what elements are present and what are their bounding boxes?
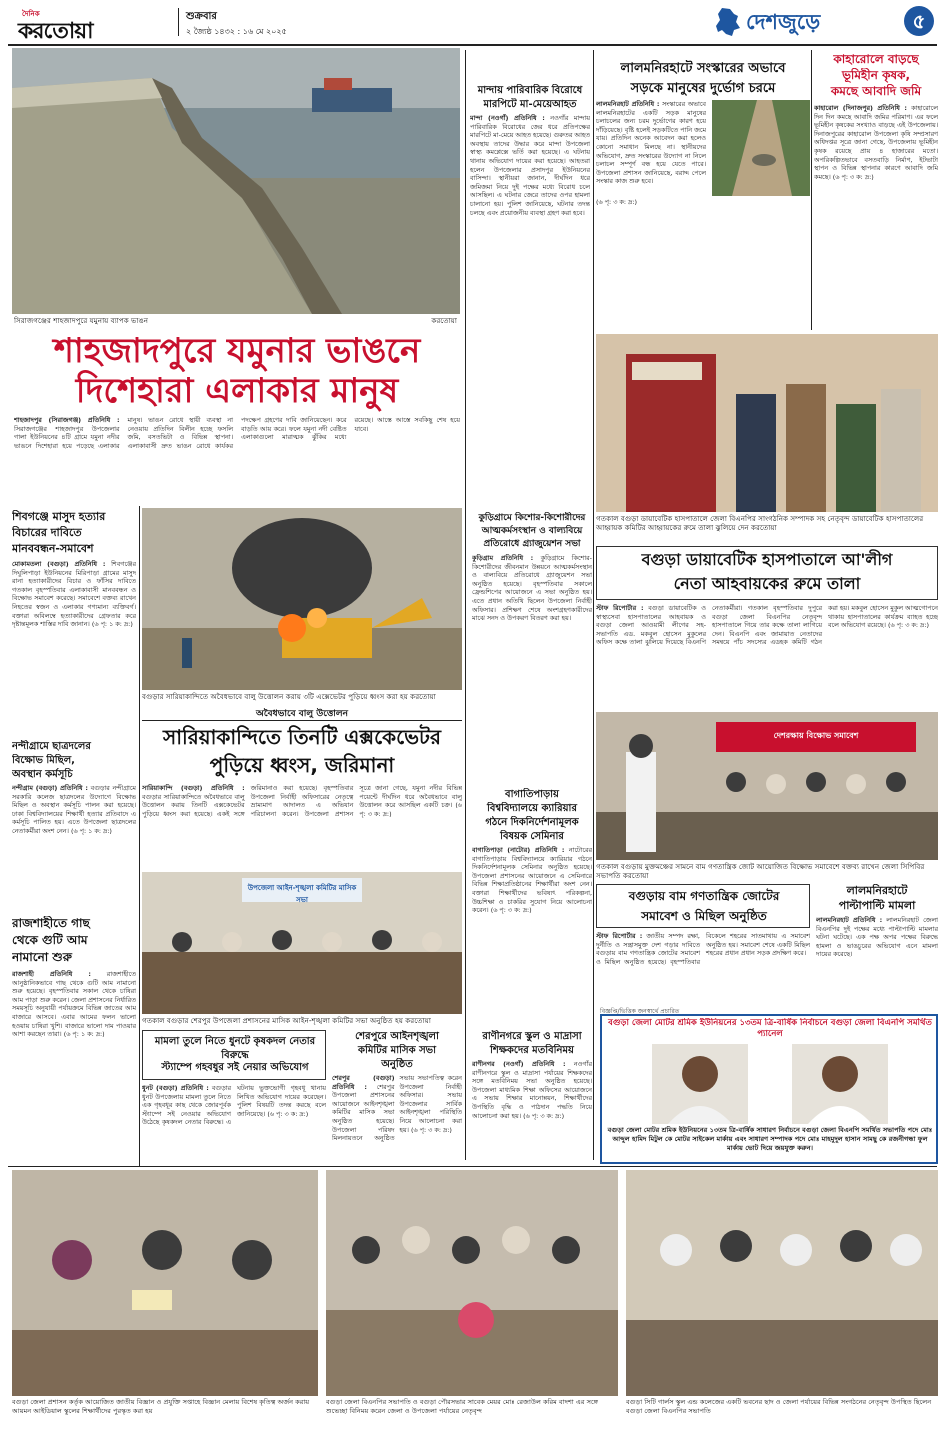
section-title: দেশজুড়ে: [746, 10, 821, 34]
bottom-photo-3-caption: বগুড়া সিটি গার্লস স্কুল এন্ড কলেজের একটি ভবনের ছাদ ও জেলা পর্যায়ের বিভিন্ন সংগঠনের নেতৃবৃন্দ উপস্থিত ছিলেন বগুড়া জেলা বিএনপির সভাপতি: [626, 1398, 932, 1415]
kaharol-body-text: কাহারোলে দিন দিন কমছে আবাদি জমির পরিমাণ। এর ফলে ভূমিহীন কৃষকের সংখ্যাও বাড়ছে এই উপজেলায়। দিনাজপুরের কাহারোল উপজেলা কৃষি সম্প্রসারণ অধিদপ্তর সূত্রে জানা গেছে, উপজেলায় ভূমিহীন কৃষক রয়েছে প্রায় ৪ হাজারের মতো। অপরিকল্পিতভাবে বসতবাড়ি নির্মাণ, ইটভাটা স্থাপন ও বিভিন্ন স্থাপনার কারণে আবাদি জমি কমছে।: [814, 104, 938, 181]
excavator-body: [142, 784, 462, 868]
shibganj-body-text: শিবগঞ্জের দিঘুলিপাড়া ইউনিয়নের মিরিপাড়া গ্রামের মাসুদ রানা হত্যাকারীদের বিচার ও ফাঁসির দাবিতে গতকাল বৃহস্পতিবার এলাকাবাসী মানববন্ধন ও বিক্ষোভ সমাবেশ করেছে। সমাবেশে বক্তব্য রাখেন নিহতের স্বজন ও এলাকার গণ্যমান্য ব্যক্তিবর্গ। বক্তারা অবিলম্বে হত্যাকারীদের গ্রেফতার করে দৃষ্টান্তমূলক শাস্তির দাবি জানান।: [12, 560, 136, 629]
manda-headline-1: মান্দায় পারিবারিক বিরোধে: [477, 85, 583, 96]
nandigram-headline-2: বিক্ষোভ মিছিল,: [12, 755, 75, 766]
shibganj-continued: (৬ পৃ: ১ ক: দ্র:): [91, 620, 133, 629]
dhunat-body-text: বগুড়ার ধুনট উপজেলায় মামলা তুলে নিতে এক গৃহবধূর কাছ থেকে জোরপূর্বক স্ট্যাম্পে সই নেওয়ার অভিযোগ উঠেছে কৃষকদল নেতার বিরুদ্ধে। এ ঘটনায় ভুক্তভোগী গৃহবধূ থানায় লিখিত অভিযোগ দায়ের করেছেন। পুলিশ বিষয়টি তদন্ত করছে বলে জানিয়েছে।: [142, 1084, 326, 1127]
meeting-caption: গতকাল বগুড়ার শেরপুর উপজেলা প্রশাসনের মাসিক আইন-শৃঙ্খলা কমিটির সভা অনুষ্ঠিত হয় করতোয়া: [142, 1016, 431, 1025]
lead-headline-1: শাহজাদপুরে যমুনার ভাঙনে: [53, 331, 421, 371]
lalmonirhat-continued: (৬ পৃ: ৩ ক: দ্র:): [596, 198, 637, 206]
dhunat-continued: (৬ পৃ: ৩ ক: দ্র:): [267, 1109, 309, 1118]
left-alliance-headline-1: বগুড়ায় বাম গণতান্ত্রিক জোটের: [628, 889, 780, 903]
lalmonirhat-body-cont: [596, 198, 810, 324]
election-ad: [600, 1014, 938, 1164]
meeting-credit: করতোয়া: [405, 1016, 431, 1025]
shibganj-headline-3: মানববন্ধন-সমাবেশ: [12, 542, 94, 555]
lead-byline: শাহজাদপুর (সিরাজগঞ্জ) প্রতিনিধি :: [14, 416, 120, 424]
lalmonirhat-headline-2: সড়কে মানুষের দুর্ভোগ চরমে: [630, 81, 776, 96]
dhunat-headline-1: মামলা তুলে নিতে ধুনটে কৃষকদল নেতার বিরুদ্ধে: [154, 1036, 316, 1061]
raninagar-continued: (৬ পৃ: ৩ ক: দ্র:): [523, 1111, 565, 1120]
sherpur-continued: (৬ পৃ: ৩ ক: দ্র:): [410, 1125, 452, 1134]
rajshahi-continued: (৬ পৃ: ১ ক: দ্র:): [63, 1030, 105, 1039]
rally-caption: গতকাল বগুড়ায় মুক্তমঞ্চের সামনে বাম গণতান্ত্রিক জোট আয়োজিত বিক্ষোভ সমাবেশে বক্তব্য রাখেন জেলা সিপিবির সভাপতি করতোয়া: [596, 862, 925, 880]
rally-banner: দেশরক্ষায় বিক্ষোভ সমাবেশ: [773, 731, 859, 740]
logo: করতোয়া: [18, 18, 93, 44]
excavator-credit: করতোয়া: [410, 692, 436, 701]
nandigram-byline: নন্দীগ্রাম (বগুড়া) প্রতিনিধি :: [12, 784, 88, 792]
kaharol-body: [814, 104, 938, 326]
diabetic-photo-caption: গতকাল বগুড়া ডায়াবেটিক হাসপাতালে জেলা বিএনপির সাংগঠনিক সম্পাদক সহ নেতৃবৃন্দ ডায়াবেটিক হাসপাতালের আহ্বায়ক কমিটির আহ্বায়কের রুমে তালা ঝুলিয়ে দেন করতোয়া: [596, 514, 924, 532]
sherpur-headline-1: শেরপুরে আইনশৃঙ্খলা: [355, 1031, 439, 1042]
bagatipara-headline-2: বিশ্ববিদ্যালয়ে ক্যারিয়ার: [487, 803, 577, 814]
dhunat-body: [142, 1084, 326, 1166]
kaharol-byline: কাহারোল (দিনাজপুর) প্রতিনিধি :: [814, 104, 907, 112]
lead-photo: [12, 48, 460, 314]
shibganj-headline-1: শিবগঞ্জে মাসুদ হত্যার: [12, 510, 106, 523]
section-banner: [708, 4, 940, 40]
left-alliance-body-text: জাতীয় সম্পদ রক্ষা, দুর্নীতি ও সন্ত্রাসমুক্ত দেশ গড়ার দাবিতে বগুড়ায় বাম গণতান্ত্রিক জোটের সমাবেশ ও মিছিল অনুষ্ঠিত হয়েছে। বৃহস্পতিবার বিকেলে শহরের সাতমাথায় এ সমাবেশ অনুষ্ঠিত হয়। সমাবেশ শেষে একটি মিছিল শহরের প্রধান প্রধান সড়ক প্রদক্ষিণ করে।: [596, 932, 810, 966]
diabetic-continued: (৬ পৃ: ৩ ক: দ্র:): [888, 621, 929, 630]
diabetic-body: [596, 604, 938, 708]
sherpur-headline-2: কমিটির মাসিক সভা: [357, 1045, 437, 1056]
kurigram-byline: কুড়িগ্রাম প্রতিনিধি :: [472, 554, 534, 562]
weekday: শুক্রবার: [186, 11, 217, 22]
bangladesh-map-icon: [712, 6, 742, 38]
kurigram-headline-1: কুড়িগ্রামে কিশোর-কিশোরীদের: [478, 513, 586, 523]
manda-headline-2: মারপিটে মা-মেয়েআহত: [483, 99, 577, 110]
dhunat-headline-2: স্ট্যাম্পে গহবধুর সই নেয়ার অভিযোগ: [161, 1062, 309, 1073]
raninagar-body: [472, 1060, 592, 1166]
excavator-body-text: বগুড়ার সারিয়াকান্দিতে অবৈধভাবে বালু উত্তোলন করায় তিনটি এক্সকেভেটর পুড়িয়ে ধ্বংস করা হয়েছে। একই সঙ্গে জরিমানাও করা হয়েছে। বৃহস্পতিবার উপজেলা নির্বাহী অফিসারের নেতৃত্বে ভ্রাম্যমাণ আদালত এ অভিযান পরিচালনা করেন। উপজেলা প্রশাসন সূত্রে জানা গেছে, যমুনা নদীর বিভিন্ন পয়েন্টে দীর্ঘদিন ধরে অবৈধভাবে বালু উত্তোলন করে আসছিল একটি চক্র।: [142, 784, 462, 818]
kaharol-headline-2: ভূমিহীন কৃষক,: [841, 68, 911, 82]
bagatipara-byline: বাগাতিপাড়া (নাটোর) প্রতিনিধি :: [472, 846, 565, 854]
nandigram-headline-1: নন্দীগ্রামে ছাত্রদলের: [12, 741, 91, 752]
nandigram-body: [12, 784, 136, 912]
sherpur-byline: শেরপুর (বগুড়া) প্রতিনিধি :: [332, 1074, 395, 1091]
kurigram-headline-3: প্রতিরোধে গ্র্যাজুয়েশন সভা: [483, 539, 581, 549]
meeting-banner: উপজেলা আইন-শৃঙ্খলা কমিটির মাসিক সভা: [247, 884, 357, 904]
left-alliance-byline: স্টাফ রিপোর্টার :: [596, 932, 643, 940]
dhunat-headline-box: [142, 1030, 326, 1080]
lalmonirhat-byline: লালমনিরহাট প্রতিনিধি :: [596, 100, 660, 108]
bottom-photo-1: [12, 1170, 318, 1396]
left-alliance-headline-2: সমাবেশ ও মিছিল অনুষ্ঠিত: [641, 909, 767, 923]
lead-photo-credit: করতোয়া: [431, 316, 457, 325]
shibganj-byline: মোকামতলা (বগুড়া) প্রতিনিধি :: [12, 560, 106, 568]
left-alliance-headline-box: [596, 884, 810, 928]
excavator-photo: [142, 508, 462, 690]
rajshahi-headline-3: নামানো শুরু: [12, 950, 72, 964]
rally-credit: করতোয়া: [622, 871, 649, 880]
masthead: [0, 0, 945, 44]
diabetic-headline-1: বগুড়া ডায়াবেটিক হাসপাতালে আ'লীগ: [641, 550, 893, 569]
lead-headline-2: দিশেহারা এলাকার মানুষ: [75, 371, 399, 411]
rajshahi-byline: রাজশাহী প্রতিনিধি :: [12, 970, 91, 978]
lalmonirhat2-headline-2: পাল্টাপাল্টি মামলা: [838, 899, 916, 912]
kurigram-headline-2: আত্মকর্মসংস্থান ও বাল্যবিয়ে: [481, 526, 583, 536]
bagatipara-headline-4: বিষয়ক সেমিনার: [500, 831, 564, 842]
page-number: ৫: [904, 6, 934, 36]
sherpur-body: [332, 1074, 462, 1166]
bagatipara-body-text: নাটোরের বাগাতিপাড়ায় বিশ্ববিদ্যালয়ে ক্যারিয়ার গঠনে দিকনির্দেশনামূলক সেমিনার অনুষ্ঠিত হয়েছে। উপজেলা প্রশাসনের আয়োজনে এ সেমিনারে বিভিন্ন শিক্ষাপ্রতিষ্ঠানের শিক্ষার্থীরা অংশ নেন। বক্তারা শিক্ষার্থীদের ভবিষ্যৎ পরিকল্পনা, উচ্চশিক্ষা ও চাকরির সুযোগ নিয়ে আলোচনা করেন।: [472, 846, 592, 915]
nandigram-continued: (৬ পৃ: ১ ক: দ্র:): [70, 826, 112, 835]
candidate-1-photo: [652, 1044, 748, 1124]
rajshahi-body-text: রাজশাহীতে আনুষ্ঠানিকভাবে গাছ থেকে গুটি আম নামানো শুরু হয়েছে। বৃহস্পতিবার সকাল থেকে চাষিরা আম পাড়া শুরু করেন। জেলা প্রশাসনের নির্ধারিত সময়সূচি অনুযায়ী পর্যায়ক্রমে বিভিন্ন জাতের আম বাজারে আসবে। এবার আমের ফলন ভালো হওয়ায় চাষিরা খুশি। বাজারে ভালো দাম পাওয়ার আশা করছেন তারা।: [12, 970, 136, 1039]
rajshahi-headline-2: থেকে গুটি আম: [12, 933, 88, 947]
lalmonirhat2-body-text: লালমনিরহাট জেলা বিএনপির দুই পক্ষের মধ্যে পাল্টাপাল্টি মামলার ঘটনা ঘটেছে। এক পক্ষ অপর পক্ষের বিরুদ্ধে হামলা ও ভাঙচুরের অভিযোগ এনে মামলা দায়ের করেছে।: [816, 916, 938, 959]
manda-byline: মান্দা (নওগাঁ) প্রতিনিধি :: [470, 114, 545, 122]
nandigram-headline-3: অবস্থান কর্মসূচি: [12, 769, 73, 780]
kaharol-headline-3: কমছে আবাদি জমি: [830, 84, 922, 98]
lalmonirhat2-byline: লালমনিরহাট প্রতিনিধি :: [816, 916, 883, 924]
road-photo: [712, 100, 810, 196]
candidate-2-photo: [792, 1044, 888, 1124]
bagatipara-continued: (৬ পৃ: ৩ ক: দ্র:): [490, 906, 532, 915]
diabetic-headline-2: নেতা আহবায়কের রুমে তালা: [673, 574, 861, 593]
diabetic-byline: স্টাফ রিপোর্টার :: [596, 604, 644, 612]
lalmonirhat2-body: [816, 916, 938, 998]
kurigram-body: [472, 554, 592, 782]
excavator-kicker: অবৈধভাবে বালু উত্তোলন: [256, 709, 348, 719]
rally-photo: [596, 712, 938, 860]
date: ২ জ্যৈষ্ঠ ১৪৩২ : ১৬ মে ২০২৫: [186, 27, 287, 36]
diabetic-headline-box: [596, 546, 938, 600]
excavator-caption: বগুড়ার সারিয়াকান্দিতে অবৈধভাবে বালু উত্তোলন করায় ৩টি এক্সেভেটর পুড়িয়ে ধ্বংস করা হয় করতোয়া: [142, 692, 436, 701]
raninagar-body-text: নওগাঁর রাণীনগরে স্কুল ও মাদ্রাসা পর্যায়ের শিক্ষকদের সঙ্গে মতবিনিময় সভা অনুষ্ঠিত হয়েছে। উপজেলা মাধ্যমিক শিক্ষা অফিসের আয়োজনে এ সভায় শিক্ষার মানোন্নয়ন, শিক্ষার্থীদের উপস্থিতি বৃদ্ধি ও পাঠদান পদ্ধতি নিয়ে আলোচনা করা হয়।: [472, 1060, 592, 1120]
lead-body-text: সিরাজগঞ্জের শাহজাদপুর উপজেলার গালা ইউনিয়নের ৪টি গ্রামে যমুনা নদীর ভাঙনে দিশেহারা হয়ে পড়েছে এলাকার মানুষ। ভাঙন রোধে স্থায়ী ব্যবস্থা না নেওয়ায় প্রতিদিন বিলীন হচ্ছে ফসলি জমি, বসতভিটা ও বিভিন্ন স্থাপনা। এলাকাবাসী দ্রুত ভাঙন রোধে কার্যকর পদক্ষেপ গ্রহণের দাবি জানিয়েছেন। করে বাড়তি আয় করে। ফলে যমুনা নদী বেষ্টিত এলাকাগুলো মারাত্মক ঝুঁকির মধ্যে রয়েছে। আস্তে আস্তে সবকিছু শেষ হয়ে যাবে।: [14, 416, 460, 450]
rajshahi-headline-1: রাজশাহীতে গাছ: [12, 916, 90, 930]
meeting-photo: [142, 872, 462, 1014]
bottom-photo-3: [626, 1170, 938, 1396]
raninagar-byline: রাণীনগর (নওগাঁ) প্রতিনিধি :: [472, 1060, 566, 1068]
lead-body: [14, 416, 460, 500]
bottom-photo-1-caption: বগুড়া জেলা প্রশাসন কর্তৃক আয়োজিত জাতীয় বিজ্ঞান ও প্রযুক্তি সপ্তাহে বিজ্ঞান মেলায় বিশেষ কৃতিত্ব অর্জন করায় আয়মন আইডিয়াল স্কুলের শিক্ষার্থীদের পুরস্কৃত করা হয়: [12, 1398, 310, 1415]
bagatipara-headline-1: বাগাতিপাড়ায়: [505, 789, 559, 800]
left-alliance-body: [596, 932, 810, 998]
excavator-continued: (৬ পৃ: ৩ ক: দ্র:): [359, 801, 462, 818]
sherpur-headline-3: অনুষ্ঠিত: [381, 1059, 413, 1070]
kaharol-continued: (৬ পৃ: ৩ ক: দ্র:): [832, 172, 874, 181]
lalmonirhat2-headline-1: লালমনিরহাটে: [846, 884, 908, 897]
sherpur-body-text: শেরপুর উপজেলা প্রশাসনের আয়োজনে আইনশৃঙ্খলা কমিটির মাসিক সভা অনুষ্ঠিত হয়েছে। উপজেলা পরিষদ মিলনায়তনে অনুষ্ঠিত সভায় সভাপতিত্ব করেন উপজেলা নির্বাহী অফিসার। সভায় উপজেলার সার্বিক আইনশৃঙ্খলা পরিস্থিতি নিয়ে আলোচনা করা হয়।: [332, 1074, 462, 1143]
bottom-photo-2: [326, 1170, 618, 1396]
lalmonirhat-body-text: সংস্কারের অভাবে লালমনিরহাটের একটি সড়ক মানুষের চলাচলের জন্য চরম দুর্ভোগের কারণ হয়ে দাঁড়িয়েছে। বৃষ্টি হলেই সড়কটিতে পানি জমে যায়। প্রতিদিন অনেক আবেদন করা হলেও কোনো সমাধান মিলছে না। স্থানীয়দের অভিযোগ, দ্রুত সংস্কারের উদ্যোগ না নিলে চলাচল সম্পূর্ণ বন্ধ হয়ে যেতে পারে। উপজেলা প্রশাসন জানিয়েছে, বরাদ্দ পেলে সংস্কার কাজ শুরু হবে।: [596, 100, 706, 186]
dhunat-byline: ধুনট (বগুড়া) প্রতিনিধি :: [142, 1084, 209, 1092]
nandigram-body-text: বগুড়ার নন্দীগ্রামে সরকারি কলেজ ছাত্রদলের উদ্যোগে বিক্ষোভ মিছিল ও অবস্থান কর্মসূচি পালন করা হয়েছে। ঢাকা বিশ্ববিদ্যালয়ের শিক্ষার্থী হত্যার প্রতিবাদে এ কর্মসূচি পালিত হয়। এতে উপজেলা ছাত্রদলের নেতাকর্মীরা অংশ নেন।: [12, 784, 136, 835]
shibganj-body: [12, 560, 136, 734]
ad-body: বগুড়া জেলা মোটর শ্রমিক ইউনিয়নের ১৩তম ত্রি-বার্ষিক সাধারণ নির্বাচনে বগুড়া জেলা বিএনপি সমর্থিত সভাপতি পদে মোঃ আব্দুল হামিদ মিটুল কে মোটর সাইকেল মার্কায় এবং সাধারণ সম্পাদক পদে মোঃ মাহমুদুল হাসান সামছু কে রজনীগন্ধা ফুল মার্কায় ভোট দিয়ে জয়যুক্ত করুন।: [607, 1126, 933, 1152]
lead-photo-caption: সিরাজগঞ্জের শাহজাদপুরে যমুনায় ব্যাপক ভাঙন: [14, 316, 149, 325]
rajshahi-body: [12, 970, 136, 1070]
lalmonirhat-body: [596, 100, 706, 196]
raninagar-headline-1: রাণীনগরে স্কুল ও মাদ্রাসা: [482, 1031, 582, 1042]
diabetic-photo: [596, 334, 938, 512]
kaharol-headline-1: কাহারোলে বাড়ছে: [833, 52, 919, 66]
excavator-byline: সারিয়াকান্দি (বগুড়া) প্রতিনিধি :: [142, 784, 245, 792]
logo-small: দৈনিক: [22, 10, 40, 18]
excavator-headline-2: পুড়িয়ে ধ্বংস, জরিমানা: [209, 753, 395, 777]
kurigram-body-text: কুড়িগ্রামে কিশোর-কিশোরীদের জীবনমান উন্নয়নে আত্মকর্মসংস্থান ও বাল্যবিয়ে প্রতিরোধে গ্র্যাজুয়েশন সভা অনুষ্ঠিত হয়েছে। বৃহস্পতিবার সকালে ফ্রেন্ডশিপের আয়োজনে এ সভা অনুষ্ঠিত হয়। এতে প্রধান অতিথি ছিলেন উপজেলা নির্বাহী অফিসার। প্রশিক্ষণ শেষে অংশগ্রহণকারীদের মাঝে সনদ ও উপকরণ বিতরণ করা হয়।: [472, 554, 592, 623]
diabetic-photo-credit: করতোয়া: [751, 523, 777, 532]
diabetic-body-text: বগুড়া ডায়াবেটিক ও স্বাস্থ্যসেবা হাসপাতালের আহবায়ক ও বগুড়া জেলা আওয়ামী লীগের সহ-সভাপতি এড. মকবুল হোসেন মুকুলের অফিস কক্ষে তালা ঝুলিয়ে দিয়েছে বিএনপি নেতাকর্মীরা। গতকাল বৃহস্পতিবার দুপুরে বগুড়া জেলা বিএনপির নেতৃবৃন্দ হাসপাতালে গিয়ে তার কক্ষে তালা লাগিয়ে দেন। বিএনপি এবং জামায়াত নেতাদের সমন্বয়ে পাঁচ সদস্যের এডহক কমিটি গঠন করা হয়। মকবুল হোসেন মুকুল আত্মগোপনে থাকায় হাসপাতালের কার্যক্রম ব্যাহত হচ্ছে বলে অভিযোগ রয়েছে।: [596, 604, 938, 647]
bottom-photo-2-caption: বগুড়া জেলা বিএনপির সভাপতি ও বগুড়া পৌরসভার সাবেক মেয়র মোঃ রেজাউল করিম বাদশা এর সঙ্গে শুভেচ্ছা বিনিময় করেন জেলা ও উপজেলা পর্যায়ের নেতৃবৃন্দ: [326, 1398, 598, 1415]
ad-headline: বগুড়া জেলা মোটর শ্রমিক ইউনিয়নের ১৩তম ত্রি-বার্ষিক নির্বাচনে বগুড়া জেলা বিএনপি সমর্থিত প্যানেল: [608, 1018, 932, 1039]
raninagar-headline-2: শিক্ষকদের মতবিনিময়: [490, 1045, 574, 1056]
shibganj-headline-2: বিচারের দাবিতে: [12, 526, 82, 539]
bagatipara-body: [472, 846, 592, 926]
bagatipara-headline-3: গঠনে দিকনির্দেশনামূলক: [485, 817, 579, 828]
manda-body: [470, 114, 590, 410]
excavator-headline-1: সারিয়াকান্দিতে তিনটি এক্সকেভেটর: [163, 725, 441, 749]
manda-body-text: নওগাঁর মান্দায় পারিবারিক বিরোধের জের ধরে প্রতিপক্ষের মারপিটে মা-মেয়ে আহত হয়েছে। গুরুতর আহত অবস্থায় তাদের উদ্ধার করে মান্দা উপজেলা স্বাস্থ্য কমপ্লেক্সে ভর্তি করা হয়েছে। এ ঘটনায় থানায় অভিযোগ দায়ের করা হয়েছে। আহতরা হলেন উপজেলার প্রসাদপুর ইউনিয়নের বাসিন্দা। স্থানীয়রা জানান, দীর্ঘদিন ধরে জমিজমা নিয়ে দুই পক্ষের মধ্যে বিরোধ চলে আসছিল। এ ঘটনার জেরে তাদের ওপর হামলা চালানো হয়। পুলিশ জানিয়েছে, ঘটনার তদন্ত চলছে এবং প্রয়োজনীয় ব্যবস্থা গ্রহণ করা হবে।: [470, 114, 590, 217]
ad-top-label: বিজ্ঞপ্তি/ভিত্তিক জনস্বার্থে প্রচারিত: [600, 1008, 680, 1015]
lalmonirhat-headline-1: লালমনিরহাটে সংস্কারের অভাবে: [620, 61, 786, 76]
